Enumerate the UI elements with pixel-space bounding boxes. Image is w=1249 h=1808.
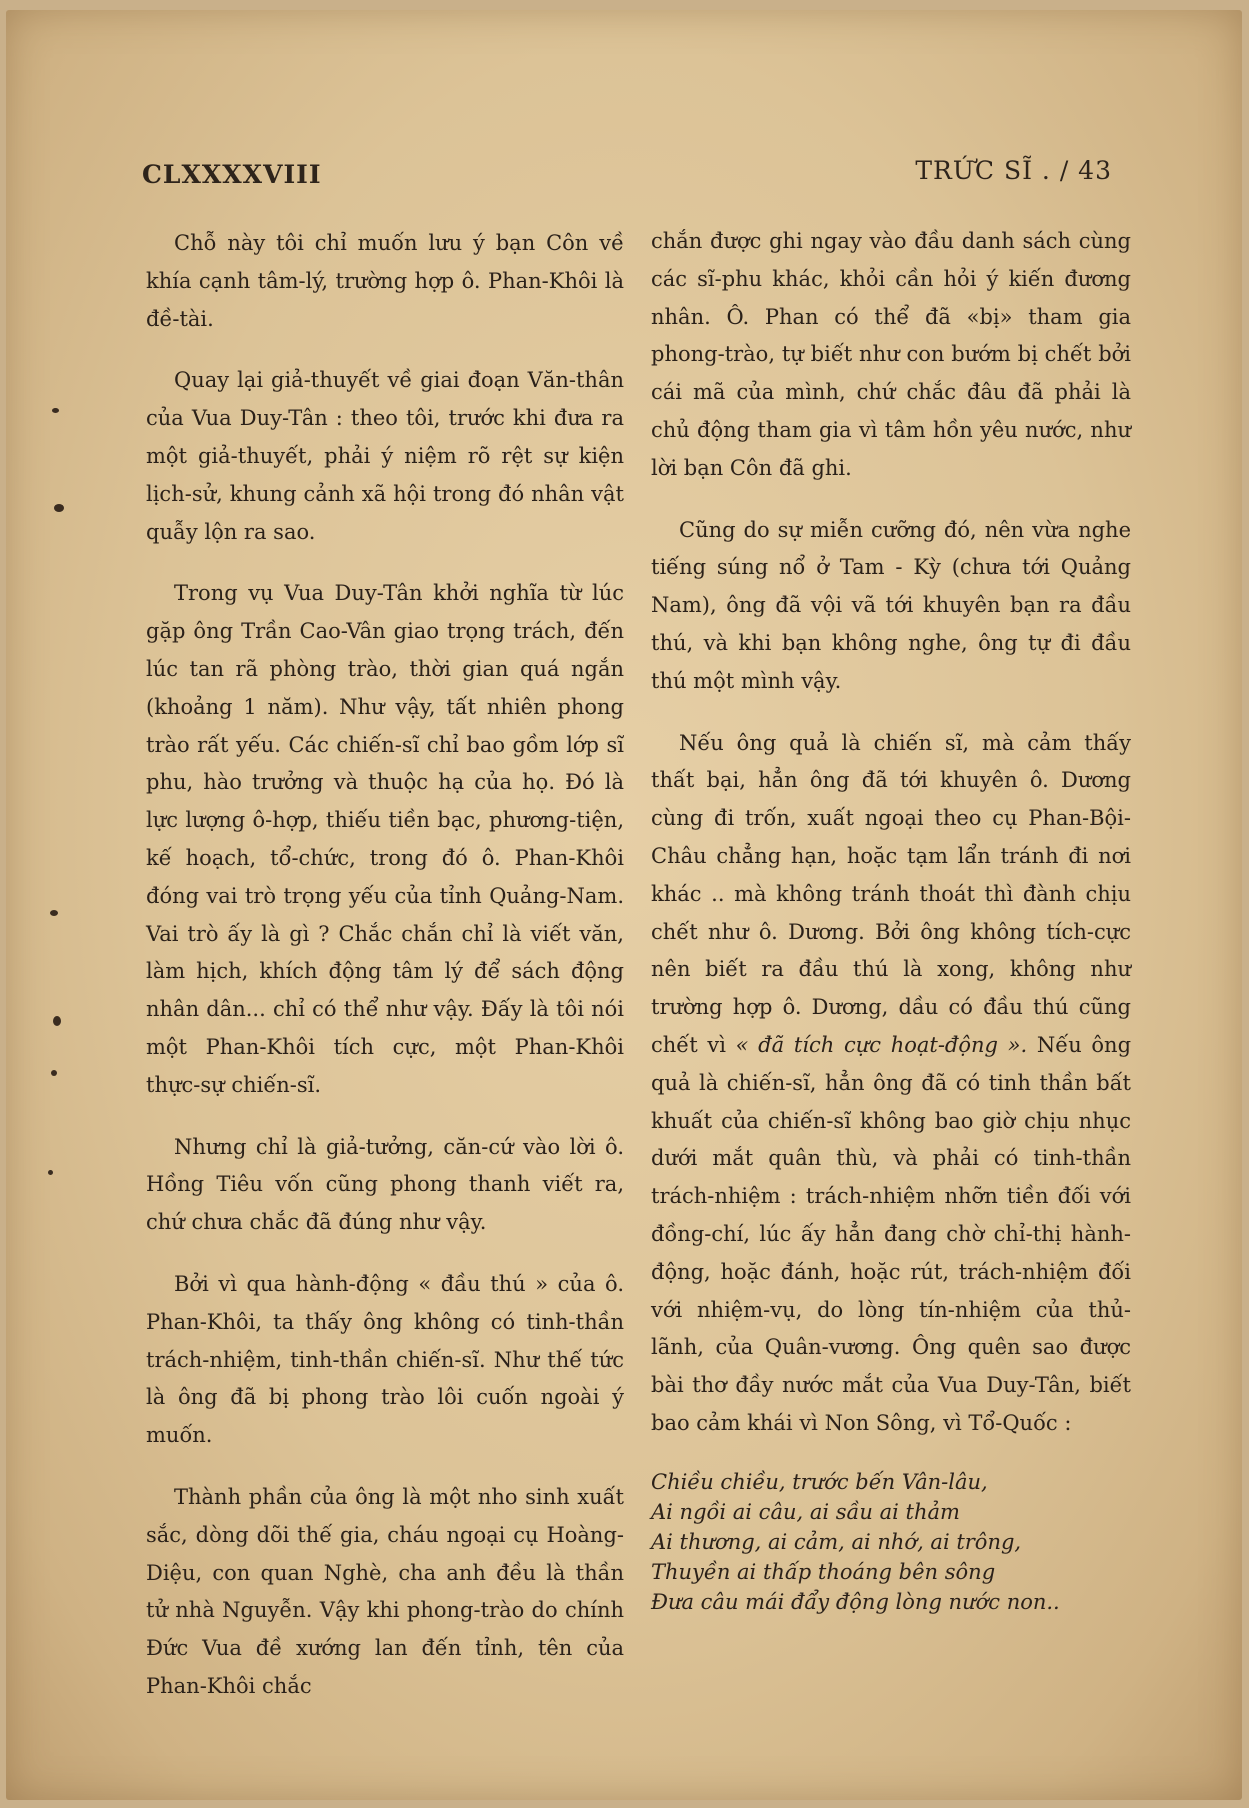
poem-line: Ai thương, ai cảm, ai nhớ, ai trông, xyxy=(651,1529,1022,1554)
paragraph: Trong vụ Vua Duy-Tân khởi nghĩa từ lúc gặp ông Trần Cao-Vân giao trọng trách, đến lúc tan rã phòng trào, thời gian quá ngắn (khoảng 1 năm). Như vậy, tất nhiên phong trào rất yếu. Các chiến-sĩ chỉ bao gồm lớp sĩ phu, hào trưởng và thuộc hạ của họ. Đó là lực lượng ô-hợp, thiếu tiền bạc, phương-tiện, kế hoạch, tổ-chức, trong đó ô. Phan-Khôi đóng vai trò trọng yếu của tỉnh Quảng-Nam. Vai trò ấy là gì ? Chắc chắn chỉ là viết văn, làm hịch, khích động tâm lý để sách động nhân dân... chỉ có thể như vậy. Đấy là tôi nói một Phan-Khôi tích cực, một Phan-Khôi thực-sự chiến-sĩ. xyxy=(146,581,624,1097)
paragraph: Thành phần của ông là một nho sinh xuất sắc, dòng dõi thế gia, cháu ngoại cụ Hoàng-Diệu, con quan Nghè, cha anh đều là thần tử nhà Nguyễn. Vậy khi phong-trào do chính Đức Vua đề xướng lan đến tỉnh, tên của Phan-Khôi chắc xyxy=(146,1484,624,1698)
paragraph: Quay lại giả-thuyết về giai đoạn Văn-thân của Vua Duy-Tân : theo tôi, trước khi đưa ra một giả-thuyết, phải ý niệm rõ rệt sự kiện lịch-sử, khung cảnh xã hội trong đó nhân vật quẫy lộn ra sao. xyxy=(146,368,624,544)
stain-mark xyxy=(48,1170,53,1175)
stain-mark xyxy=(50,910,58,916)
stain-mark xyxy=(51,1070,57,1076)
paragraph-continuation: chắn được ghi ngay vào đầu danh sách cùng các sĩ-phu khác, khỏi cần hỏi ý kiến đương nhân. Ô. Phan có thể đã «bị» tham gia phong-trào, tự biết như con bướm bị chết bởi cái mã của mình, chứ chắc đâu đã phải là chủ động tham gia vì tâm hồn yêu nước, như lời bạn Côn đã ghi. xyxy=(651,229,1131,480)
page-header-right: TRỨC SĨ . / 43 xyxy=(915,156,1112,185)
poem-line: Chiều chiều, trước bến Vân-lâu, xyxy=(651,1469,988,1494)
paragraph: Bởi vì qua hành-động « đầu thú » của ô. Phan-Khôi, ta thấy ông không có tinh-thần trách-nhiệm, tinh-thần chiến-sĩ. Như thế tức là ông đã bị phong trào lôi cuốn ngoài ý muốn. xyxy=(146,1271,624,1448)
stain-mark xyxy=(54,504,64,512)
paragraph: Nhưng chỉ là giả-tưởng, căn-cứ vào lời ô. Hồng Tiêu vốn cũng phong thanh viết ra, chứ chưa chắc đã đúng như vậy. xyxy=(146,1134,624,1235)
poem-line: Đưa câu mái đẩy động lòng nước non.. xyxy=(651,1589,1060,1614)
poem xyxy=(651,1467,1131,1617)
stain-mark xyxy=(53,1016,61,1026)
poem-line: Ai ngồi ai câu, ai sầu ai thảm xyxy=(651,1499,960,1524)
paragraph-text: Nếu ông quả là chiến sĩ, mà cảm thấy thất bại, hẳn ông đã tới khuyên ô. Dương cùng đi trốn, xuất ngoại theo cụ Phan-Bội-Châu chẳng hạn, hoặc tạm lẩn tránh đi nơi khác .. mà không tránh thoát thì đành chịu chết như ô. Dương. Bởi ông không tích-cực nên biết ra đầu thú là xong, không như trường hợp ô. Dương, dầu có đầu thú cũng chết vì xyxy=(651,730,1131,1057)
right-column xyxy=(651,223,1131,1617)
page-header-left: CLXXXXVIII xyxy=(142,160,322,189)
paragraph xyxy=(651,725,1131,1443)
book-page xyxy=(6,10,1242,1800)
stain-mark xyxy=(52,408,59,413)
paragraph: Cũng do sự miễn cưỡng đó, nên vừa nghe tiếng súng nổ ở Tam - Kỳ (chưa tới Quảng Nam), ông đã vội vã tới khuyên bạn ra đầu thú, và khi bạn không nghe, ông tự đi đầu thú một mình vậy. xyxy=(651,517,1131,693)
poem-line: Thuyền ai thấp thoáng bên sông xyxy=(651,1559,996,1584)
paragraph-text: Nếu ông quả là chiến-sĩ, hẳn ông đã có tinh thần bất khuất của chiến-sĩ không bao giờ chịu nhục dưới mắt quân thù, và phải có tinh-thần trách-nhiệm : trách-nhiệm nhỡn tiền đối với đồng-chí, lúc ấy hẳn đang chờ chỉ-thị hành-động, hoặc đánh, hoặc rút, trách-nhiệm đối với nhiệm-vụ, do lòng tín-nhiệm của thủ-lãnh, của Quân-vương. Ông quên sao được bài thơ đầy nước mắt của Vua Duy-Tân, biết bao cảm khái vì Non Sông, vì Tổ-Quốc : xyxy=(651,1032,1132,1435)
quoted-phrase: « đã tích cực hoạt-động ». xyxy=(735,1032,1028,1057)
paragraph: Chỗ này tôi chỉ muốn lưu ý bạn Côn về khía cạnh tâm-lý, trường hợp ô. Phan-Khôi là đề-tài. xyxy=(146,231,624,331)
left-column xyxy=(146,225,624,1730)
